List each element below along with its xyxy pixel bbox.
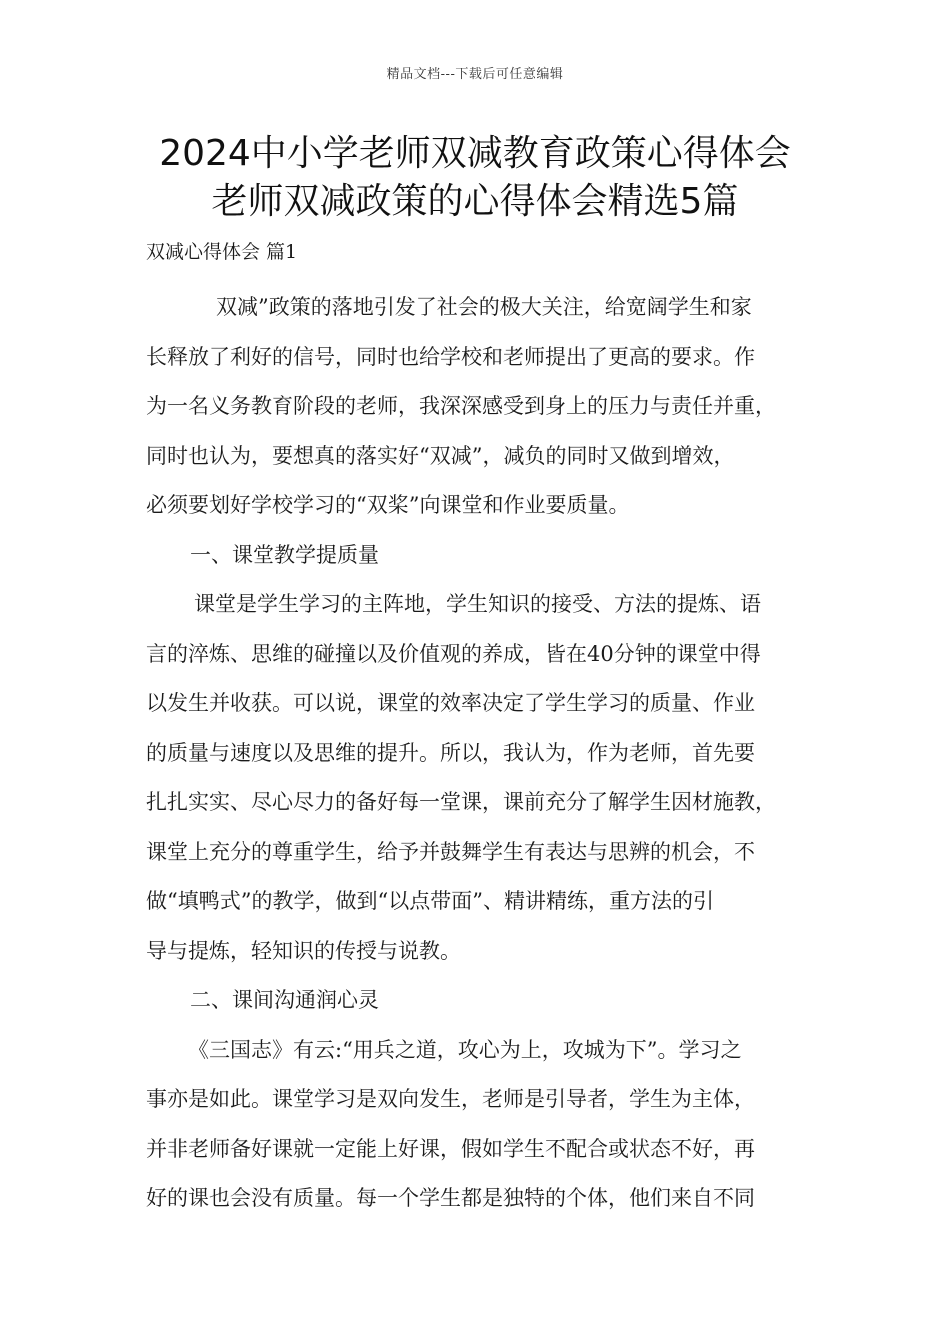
- paragraph-line: 导与提炼，轻知识的传授与说教。: [146, 938, 461, 963]
- page-header: 精品文档---下载后可任意编辑: [386, 67, 564, 82]
- paragraph-line: 课堂是学生学习的主阵地，学生知识的接受、方法的提炼、语: [194, 592, 761, 616]
- paragraph-line: 并非老师备好课就一定能上好课，假如学生不配合或状态不好，再: [146, 1136, 755, 1161]
- paragraph-line: 必须要划好学校学习的“双桨”向课堂和作业要质量。: [146, 493, 630, 517]
- paragraph-line: 事亦是如此。课堂学习是双向发生，老师是引导者，学生为主体，: [146, 1087, 755, 1111]
- section-heading: 二、课间沟通润心灵: [190, 988, 379, 1012]
- document-title-line-2: 老师双减政策的心得体会精选5篇: [211, 181, 739, 222]
- paragraph-line: 做“填鸭式”的教学，做到“以点带面”、精讲精练，重方法的引: [146, 889, 714, 913]
- paragraph-line: 长释放了利好的信号，同时也给学校和老师提出了更高的要求。作: [146, 344, 755, 369]
- body-text: [146, 283, 826, 1224]
- paragraph-line: 为一名义务教育阶段的老师，我深深感受到身上的压力与责任并重，: [146, 394, 776, 418]
- paragraph-line: 的质量与速度以及思维的提升。所以，我认为，作为老师，首先要: [146, 740, 755, 765]
- paragraph-line: 同时也认为，要想真的落实好“双减”，减负的同时又做到增效，: [146, 443, 735, 468]
- paragraph-line: 好的课也会没有质量。每一个学生都是独特的个体，他们来自不同: [146, 1186, 755, 1210]
- section-subheading: 双减心得体会 篇1: [146, 241, 298, 263]
- section-heading: 一、课堂教学提质量: [190, 542, 379, 567]
- paragraph-line: 以发生并收获。可以说，课堂的效率决定了学生学习的质量、作业: [146, 691, 755, 715]
- paragraph-line: 双减”政策的落地引发了社会的极大关注，给宽阔学生和家: [216, 295, 752, 319]
- paragraph-line: 课堂上充分的尊重学生，给予并鼓舞学生有表达与思辨的机会，不: [146, 839, 755, 864]
- paragraph-line: 《三国志》有云:“用兵之道，攻心为上，攻城为下”。学习之: [188, 1037, 742, 1062]
- paragraph-line: 扎扎实实、尽心尽力的备好每一堂课，课前充分了解学生因材施教，: [146, 790, 776, 814]
- paragraph-line: 言的淬炼、思维的碰撞以及价值观的养成，皆在40分钟的课堂中得: [146, 641, 761, 666]
- document-title-line-1: 2024中小学老师双减教育政策心得体会: [159, 133, 791, 174]
